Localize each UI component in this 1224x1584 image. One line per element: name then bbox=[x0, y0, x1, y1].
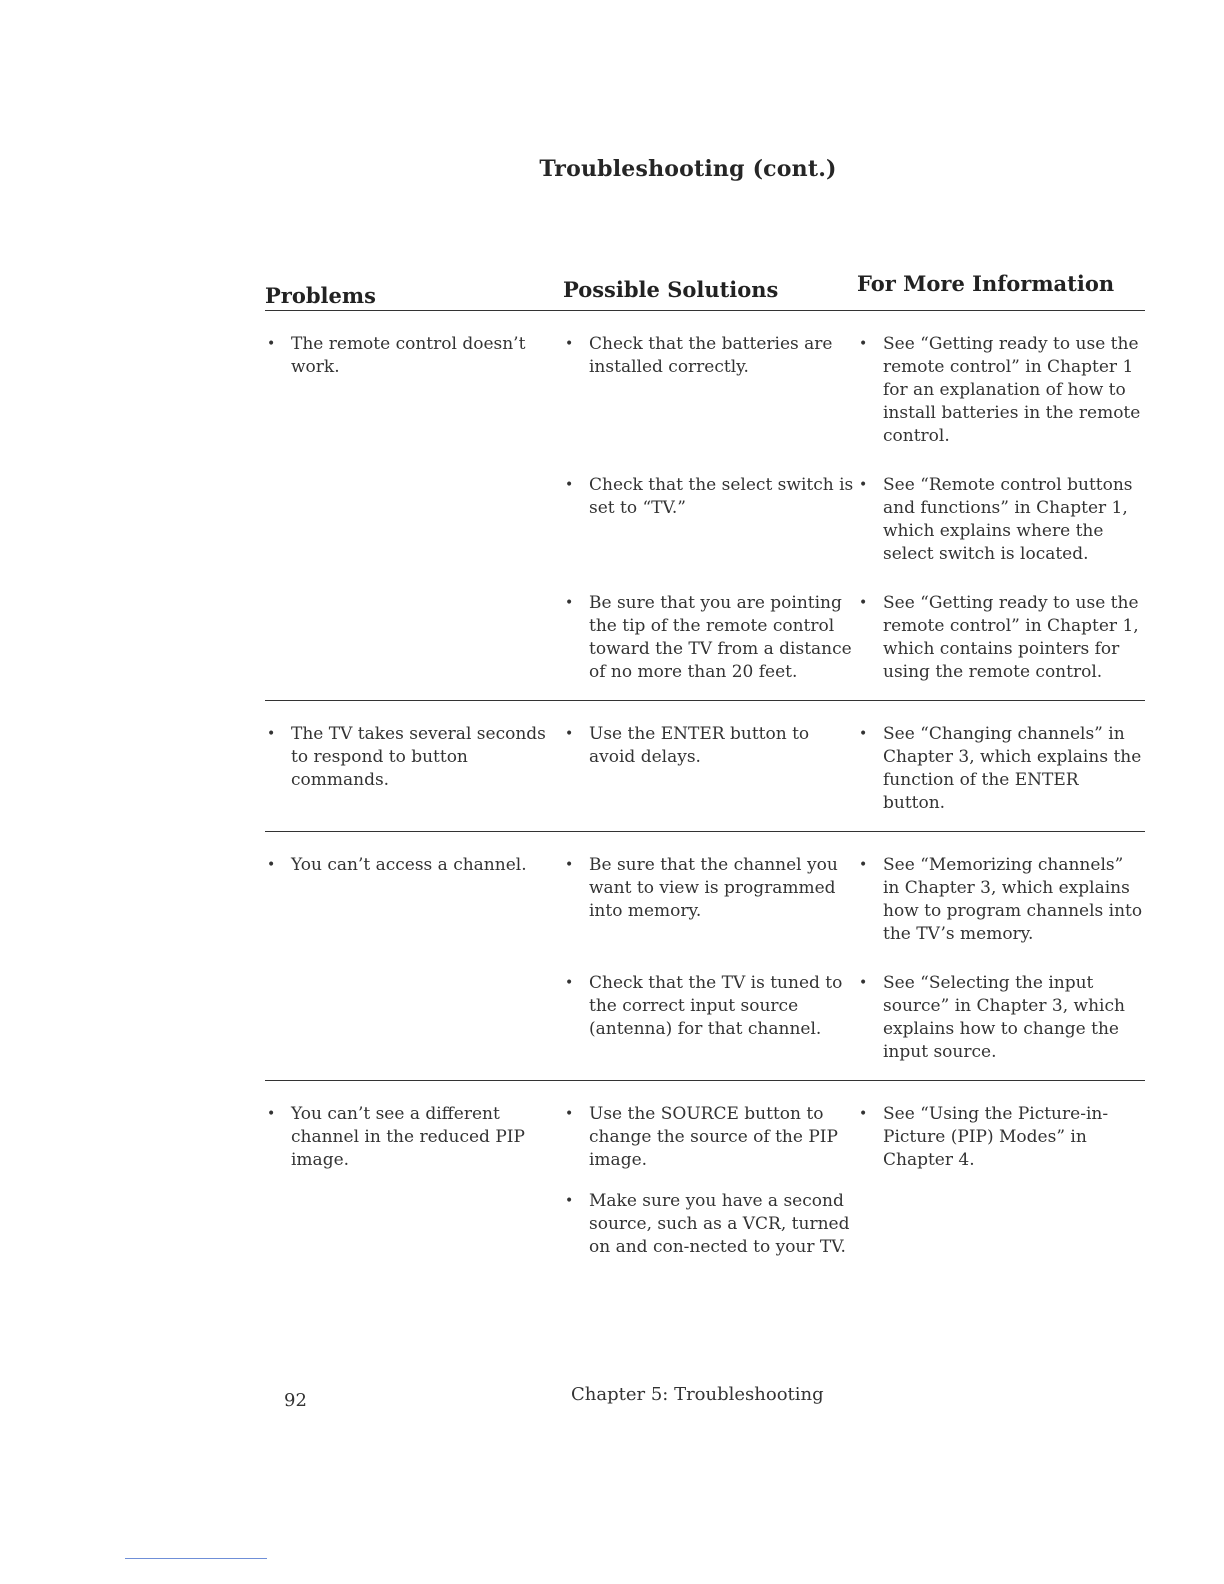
table-row bbox=[265, 333, 1145, 448]
problem-text: • The TV takes several seconds to respond to button commands. bbox=[265, 723, 563, 792]
table-row bbox=[265, 592, 1145, 684]
page-title: Troubleshooting (cont.) bbox=[539, 156, 837, 182]
info-text: • See “Memorizing channels” in Chapter 3, which explains how to program channels into the TV’s memory. bbox=[857, 854, 1145, 946]
solution-text: • Use the SOURCE button to change the source of the PIP image. bbox=[563, 1103, 857, 1172]
header-possible-solutions: Possible Solutions bbox=[563, 277, 779, 302]
solution-cell bbox=[563, 723, 857, 769]
info-cell bbox=[857, 474, 1145, 566]
info-text: • See “Getting ready to use the remote control” in Chapter 1, which contains pointers for using the remote control. bbox=[857, 592, 1145, 684]
info-cell bbox=[857, 592, 1145, 684]
solution-cell bbox=[563, 1190, 857, 1259]
info-text: • See “Using the Picture-in-Picture (PIP) Modes” in Chapter 4. bbox=[857, 1103, 1145, 1172]
column-headers bbox=[265, 262, 1145, 311]
problem-cell bbox=[265, 723, 563, 792]
table-row bbox=[265, 972, 1145, 1064]
solution-text: • Check that the select switch is set to “TV.” bbox=[563, 474, 857, 520]
solution-text: • Make sure you have a second source, such as a VCR, turned on and con-nected to your TV. bbox=[563, 1190, 857, 1259]
table-row bbox=[265, 1190, 1145, 1259]
problem-group-channel-access bbox=[265, 831, 1145, 1080]
solution-text: • Check that the batteries are installed correctly. bbox=[563, 333, 857, 379]
info-text: • See “Changing channels” in Chapter 3, which explains the function of the ENTER button. bbox=[857, 723, 1145, 815]
table-row bbox=[265, 474, 1145, 566]
problem-cell bbox=[265, 854, 563, 877]
header-more-information: For More Information bbox=[857, 271, 1115, 296]
solution-cell bbox=[563, 333, 857, 379]
header-problems: Problems bbox=[265, 283, 376, 308]
problem-group-pip bbox=[265, 1080, 1145, 1275]
info-cell bbox=[857, 1103, 1145, 1172]
table-row bbox=[265, 723, 1145, 815]
problem-group-response-delay bbox=[265, 700, 1145, 831]
problem-cell bbox=[265, 333, 563, 379]
info-cell bbox=[857, 723, 1145, 815]
chapter-footer: Chapter 5: Troubleshooting bbox=[571, 1384, 824, 1405]
problem-text: • You can’t access a channel. bbox=[265, 854, 563, 877]
info-cell bbox=[857, 972, 1145, 1064]
info-cell bbox=[857, 854, 1145, 946]
solution-text: • Use the ENTER button to avoid delays. bbox=[563, 723, 857, 769]
solution-cell bbox=[563, 854, 857, 923]
problem-text: • The remote control doesn’t work. bbox=[265, 333, 563, 379]
troubleshooting-table bbox=[265, 262, 1145, 1275]
info-text: • See “Remote control buttons and functions” in Chapter 1, which explains where the select switch is located. bbox=[857, 474, 1145, 566]
problem-group-remote bbox=[265, 311, 1145, 700]
solution-cell bbox=[563, 972, 857, 1041]
solution-cell bbox=[563, 1103, 857, 1172]
table-row bbox=[265, 1103, 1145, 1172]
scan-artifact-line bbox=[125, 1558, 267, 1559]
table-row bbox=[265, 854, 1145, 946]
solution-text: • Be sure that you are pointing the tip of the remote control toward the TV from a distance of no more than 20 feet. bbox=[563, 592, 857, 684]
info-text: • See “Getting ready to use the remote control” in Chapter 1 for an explanation of how to install batteries in the remote control. bbox=[857, 333, 1145, 448]
problem-cell bbox=[265, 1103, 563, 1172]
solution-text: • Check that the TV is tuned to the correct input source (antenna) for that channel. bbox=[563, 972, 857, 1041]
problem-text: • You can’t see a different channel in the reduced PIP image. bbox=[265, 1103, 563, 1172]
solution-text: • Be sure that the channel you want to view is programmed into memory. bbox=[563, 854, 857, 923]
page-number: 92 bbox=[284, 1390, 307, 1411]
solution-cell bbox=[563, 474, 857, 520]
info-cell bbox=[857, 333, 1145, 448]
info-text: • See “Selecting the input source” in Chapter 3, which explains how to change the input source. bbox=[857, 972, 1145, 1064]
solution-cell bbox=[563, 592, 857, 684]
